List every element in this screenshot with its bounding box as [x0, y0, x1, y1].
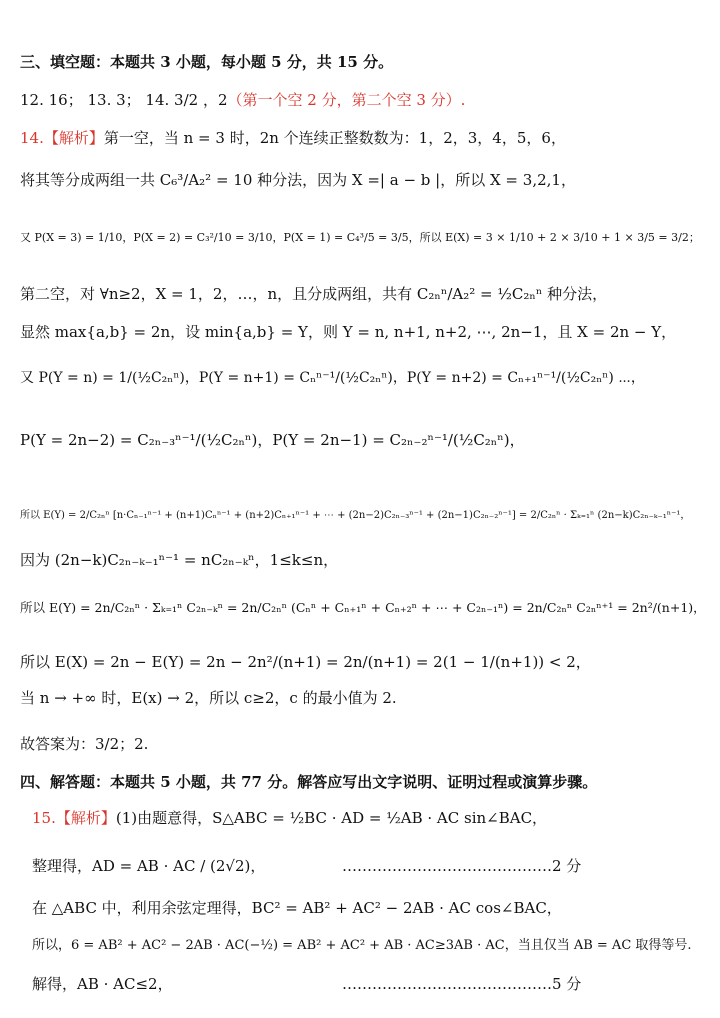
q15-dots-2: ……………………………………: [342, 975, 552, 993]
fill-answers-note: （第一个空 2 分，第二个空 3 分）.: [227, 91, 466, 109]
q14-label: 14.【解析】: [20, 129, 104, 147]
q15-line-5: 解得，AB · AC≤2，: [32, 975, 173, 993]
q14-line-3: 又 P(X = 3) = 1/10，P(X = 2) = C₃²/10 = 3/10，P(X = 1) = C₄³/5 = 3/5，所以 E(X) = 3 × 1/10 + 2 × 3/10 + 1 × 3/5 = 3/2；: [20, 231, 700, 244]
q14-line-11: 所以 E(X) = 2n − E(Y) = 2n − 2n²/(n+1) = 2n/(n+1) = 2(1 − 1/(n+1)) < 2，: [20, 653, 591, 671]
q15-line-2: 整理得，AD = AB · AC / (2√2)，: [32, 857, 266, 875]
section3-heading: 三、填空题：本题共 3 小题，每小题 5 分，共 15 分。: [20, 53, 394, 71]
section4-heading: 四、解答题：本题共 5 小题，共 77 分。解答应写出文字说明、证明过程或演算步骤。: [20, 773, 598, 791]
q15-line-3: 在 △ABC 中，利用余弦定理得，BC² = AB² + AC² − 2AB · AC cos∠BAC，: [32, 899, 562, 917]
q14-line-6: 又 P(Y = n) = 1/(½C₂ₙⁿ)，P(Y = n+1) = Cₙⁿ⁻¹/(½C₂ₙⁿ)，P(Y = n+2) = Cₙ₊₁ⁿ⁻¹/(½C₂ₙⁿ) ⋯，: [20, 370, 645, 386]
q14-text-1: 第一空，当 n = 3 时，2n 个连续正整数数为：1，2，3，4，5，6，: [103, 129, 566, 147]
q14-line-9: 因为 (2n−k)C₂ₙ₋ₖ₋₁ⁿ⁻¹ = nC₂ₙ₋ₖⁿ，1≤k≤n，: [20, 551, 339, 569]
fill-answers-text: 12. 16； 13. 3； 14. 3/2 ，2: [20, 91, 228, 109]
q15-line-1: [32, 808, 547, 828]
q14-line-4: 第二空，对 ∀n≥2，X = 1，2，…，n，且分成两组，共有 C₂ₙⁿ/A₂² = ½C₂ₙⁿ 种分法，: [20, 285, 608, 303]
q15-dots-1: ……………………………………: [342, 857, 552, 875]
q14-line-8: 所以 E(Y) = 2/C₂ₙⁿ [n·Cₙ₋₁ⁿ⁻¹ + (n+1)Cₙⁿ⁻¹ + (n+2)Cₙ₊₁ⁿ⁻¹ + ⋯ + (2n−2)C₂ₙ₋₃ⁿ⁻¹ + (2n−1)C₂ₙ₋₂ⁿ⁻¹] = 2/C₂ₙⁿ · Σₖ₌₁ⁿ (2n−k)C₂ₙ₋ₖ₋₁ⁿ⁻¹，: [20, 510, 691, 521]
q14-line-12: 当 n → +∞ 时，E(x) → 2，所以 c≥2，c 的最小值为 2.: [20, 689, 397, 707]
q15-line-4: 所以，6 = AB² + AC² − 2AB · AC(−½) = AB² + AC² + AB · AC≥3AB · AC，当且仅当 AB = AC 取得等号.: [32, 938, 692, 953]
q15-text-1: (1)由题意得，S△ABC = ½BC · AD = ½AB · AC sin∠BAC，: [115, 809, 548, 827]
q14-line-7: P(Y = 2n−2) = C₂ₙ₋₃ⁿ⁻¹/(½C₂ₙⁿ)，P(Y = 2n−1) = C₂ₙ₋₂ⁿ⁻¹/(½C₂ₙⁿ)，: [20, 431, 525, 449]
fill-answers: [20, 90, 465, 110]
q15-label: 15.【解析】: [32, 809, 116, 827]
q14-line-5: 显然 max{a,b} = 2n，设 min{a,b} = Y，则 Y = n, n+1, n+2, ⋯, 2n−1，且 X = 2n − Y，: [20, 323, 677, 341]
q14-line-2: 将其等分成两组一共 C₆³/A₂² = 10 种分法，因为 X =| a − b |，所以 X = 3,2,1，: [20, 171, 576, 189]
q14-line-1: [20, 128, 566, 148]
q15-score-1: 2 分: [552, 857, 582, 875]
q15-score-2: 5 分: [552, 975, 582, 993]
q14-line-13: 故答案为：3/2；2.: [20, 735, 149, 753]
q14-line-10: 所以 E(Y) = 2n/C₂ₙⁿ · Σₖ₌₁ⁿ C₂ₙ₋ₖⁿ = 2n/C₂ₙⁿ (Cₙⁿ + Cₙ₊₁ⁿ + Cₙ₊₂ⁿ + ⋯ + C₂ₙ₋₁ⁿ) = 2n/C₂ₙⁿ C₂ₙⁿ⁺¹ = 2n²/(n+1)，: [20, 600, 706, 615]
